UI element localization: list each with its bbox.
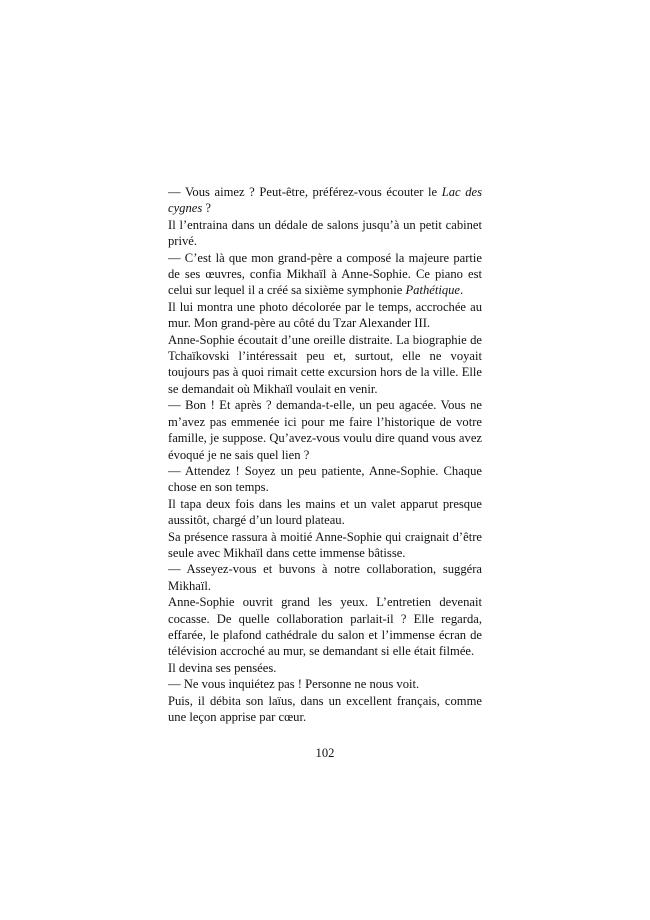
paragraph-6: — Bon ! Et après ? demanda-t-elle, un peu agacée. Vous ne m’avez pas emmenée ici pour me faire l’historique de votre famille, je suppose. Qu’avez-vous voulu dire quand vous avez évoqué je ne sais quel lien ? — [168, 398, 482, 462]
page-number: 102 — [315, 746, 335, 760]
paragraph-9: Sa présence rassura à moitié Anne-Sophie qui craignait d’être seule avec Mikhaïl dans cette immense bâtisse. — [168, 529, 482, 560]
title-lac-des-cygnes: Lac des cygnes — [168, 185, 482, 216]
paragraph-3: — C’est là que mon grand-père a composé la majeure partie de ses œuvres, confia Mikhaïl à Anne-Sophie. Ce piano est celui sur lequel il a créé sa sixième symphonie Pathétique. — [168, 250, 482, 298]
body-text — [168, 184, 482, 725]
paragraph-11: Anne-Sophie ouvrit grand les yeux. L’entretien devenait cocasse. De quelle collaboration parlait-il ? Elle regarda, effarée, le plafond cathédrale du salon et l’immense écran de télévision accroché au mur, se demandant si elle était filmée. — [168, 595, 482, 659]
paragraph-4: Il lui montra une photo décolorée par le temps, accrochée au mur. Mon grand-père au côté du Tzar Alexander III. — [168, 299, 482, 331]
paragraph-10: — Asseyez-vous et buvons à notre collaboration, suggéra Mikhaïl. — [168, 562, 482, 593]
paragraph-7: — Attendez ! Soyez un peu patiente, Anne-Sophie. Chaque chose en son temps. — [168, 463, 482, 495]
paragraph-5: Anne-Sophie écoutait d’une oreille distraite. La biographie de Tchaïkovski l’intéressait peu et, surtout, elle ne voyait toujours pas à quoi rimait cette excursion hors de la ville. Elle se demandait où Mikhaïl voulait en venir. — [168, 332, 482, 396]
paragraph-1: — Vous aimez ? Peut-être, préférez-vous écouter le Lac des cygnes ? — [168, 185, 482, 216]
paragraph-2: Il l’entraina dans un dédale de salons jusqu’à un petit cabinet privé. — [168, 217, 482, 249]
paragraph-14: Puis, il débita son laïus, dans un excellent français, comme une leçon apprise par cœur. — [168, 693, 482, 724]
paragraph-12: Il devina ses pensées. — [168, 660, 277, 675]
paragraph-8: Il tapa deux fois dans les mains et un valet apparut presque aussitôt, chargé d’un lourd plateau. — [168, 496, 482, 528]
paragraph-13: — Ne vous inquiétez pas ! Personne ne nous voit. — [168, 677, 420, 692]
title-pathetique: Pathétique — [405, 283, 461, 298]
